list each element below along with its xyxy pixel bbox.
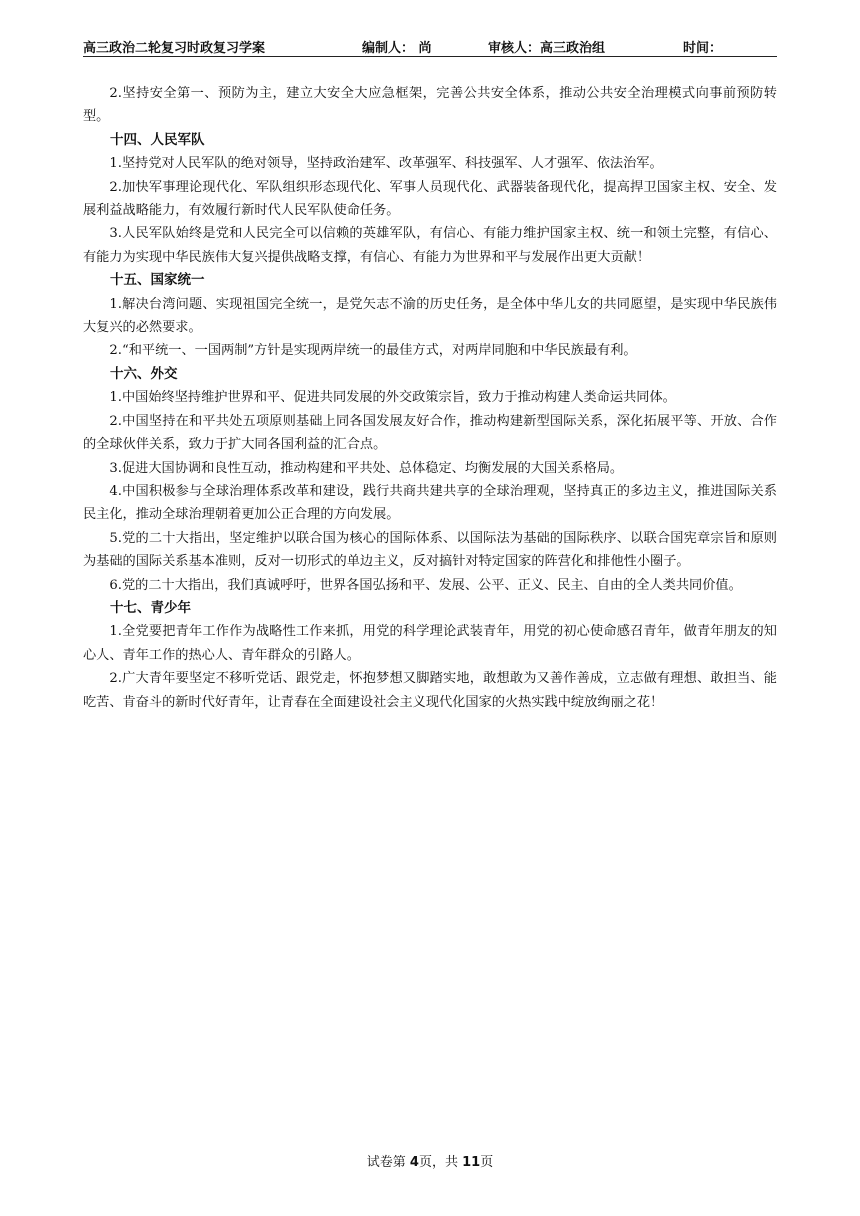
section-heading: 十四、人民军队 bbox=[110, 131, 205, 148]
footer-suffix: 页 bbox=[480, 1155, 494, 1170]
section-item: 2.中国坚持在和平共处五项原则基础上同各国发展友好合作，推动构建新型国际关系，深化拓展平等、开放、合作的全球伙伴关系，致力于扩大同各国利益的汇合点。 bbox=[83, 413, 777, 453]
section-item: 3.人民军队始终是党和人民完全可以信赖的英雄军队，有信心、有能力维护国家主权、统一和领土完整，有信心、有能力为实现中华民族伟大复兴提供战略支撑，有信心、有能力为世界和平与发展作出更大贡献！ bbox=[83, 226, 777, 265]
section-item: 4.中国积极参与全球治理体系改革和建设，践行共商共建共享的全球治理观，坚持真正的多边主义，推进国际关系民主化，推动全球治理朝着更加公正合理的方向发展。 bbox=[83, 483, 777, 523]
header-editor: 编制人： 尚 bbox=[362, 41, 432, 56]
header-reviewer: 审核人：高三政治组 bbox=[488, 41, 606, 56]
section-item: 2.广大青年要坚定不移听党话、跟党走，怀抱梦想又脚踏实地，敢想敢为又善作善成，立志做有理想、敢担当、能吃苦、肯奋斗的新时代好青年，让青春在全面建设社会主义现代化国家的火热实践中绽放绚丽之花！ bbox=[83, 671, 777, 710]
header-title: 高三政治二轮复习时政复习学案 bbox=[83, 41, 266, 56]
header-time: 时间： bbox=[683, 41, 723, 56]
section-item: 1.坚持党对人民军队的绝对领导，坚持政治建军、改革强军、科技强军、人才强军、依法治军。 bbox=[109, 156, 663, 172]
section-item: 6.党的二十大指出，我们真诚呼吁，世界各国弘扬和平、发展、公平、正义、民主、自由的全人类共同价值。 bbox=[109, 577, 742, 593]
page-footer bbox=[0, 1151, 860, 1170]
page-header bbox=[83, 32, 777, 57]
footer-prefix: 试卷第 bbox=[366, 1155, 410, 1170]
section-item: 2.坚持安全第一、预防为主，建立大安全大应急框架，完善公共安全体系，推动公共安全治理模式向事前预防转型。 bbox=[83, 86, 777, 125]
section-item: 1.全党要把青年工作作为战略性工作来抓，用党的科学理论武装青年，用党的初心使命感召青年，做青年朋友的知心人、青年工作的热心人、青年群众的引路人。 bbox=[83, 624, 777, 663]
document-body bbox=[83, 82, 777, 714]
footer-page-number: 4 bbox=[409, 1155, 419, 1170]
section-item: 2.加快军事理论现代化、军队组织形态现代化、军事人员现代化、武器装备现代化，提高捍卫国家主权、安全、发展利益战略能力，有效履行新时代人民军队使命任务。 bbox=[83, 179, 777, 219]
section-item: 1.解决台湾问题、实现祖国完全统一，是党矢志不渝的历史任务，是全体中华儿女的共同愿望，是实现中华民族伟大复兴的必然要求。 bbox=[83, 296, 777, 336]
section-item: 1.中国始终坚持维护世界和平、促进共同发展的外交政策宗旨，致力于推动构建人类命运共同体。 bbox=[109, 390, 676, 406]
footer-total-pages: 11 bbox=[462, 1155, 481, 1170]
section-heading: 十七、青少年 bbox=[110, 599, 191, 616]
section-item: 2.“和平统一、一国两制”方针是实现两岸统一的最佳方式，对两岸同胞和中华民族最有利。 bbox=[109, 343, 637, 359]
section-item: 5.党的二十大指出，坚定维护以联合国为核心的国际体系、以国际法为基础的国际秩序、以联合国宪章宗旨和原则为基础的国际关系基本准则，反对一切形式的单边主义，反对搞针对特定国家的阵营化和排他性小圈子。 bbox=[83, 530, 777, 570]
section-item: 3.促进大国协调和良性互动，推动构建和平共处、总体稳定、均衡发展的大国关系格局。 bbox=[109, 460, 624, 476]
section-heading: 十六、外交 bbox=[110, 365, 178, 382]
footer-middle: 页，共 bbox=[418, 1155, 463, 1170]
section-heading: 十五、国家统一 bbox=[110, 272, 205, 289]
